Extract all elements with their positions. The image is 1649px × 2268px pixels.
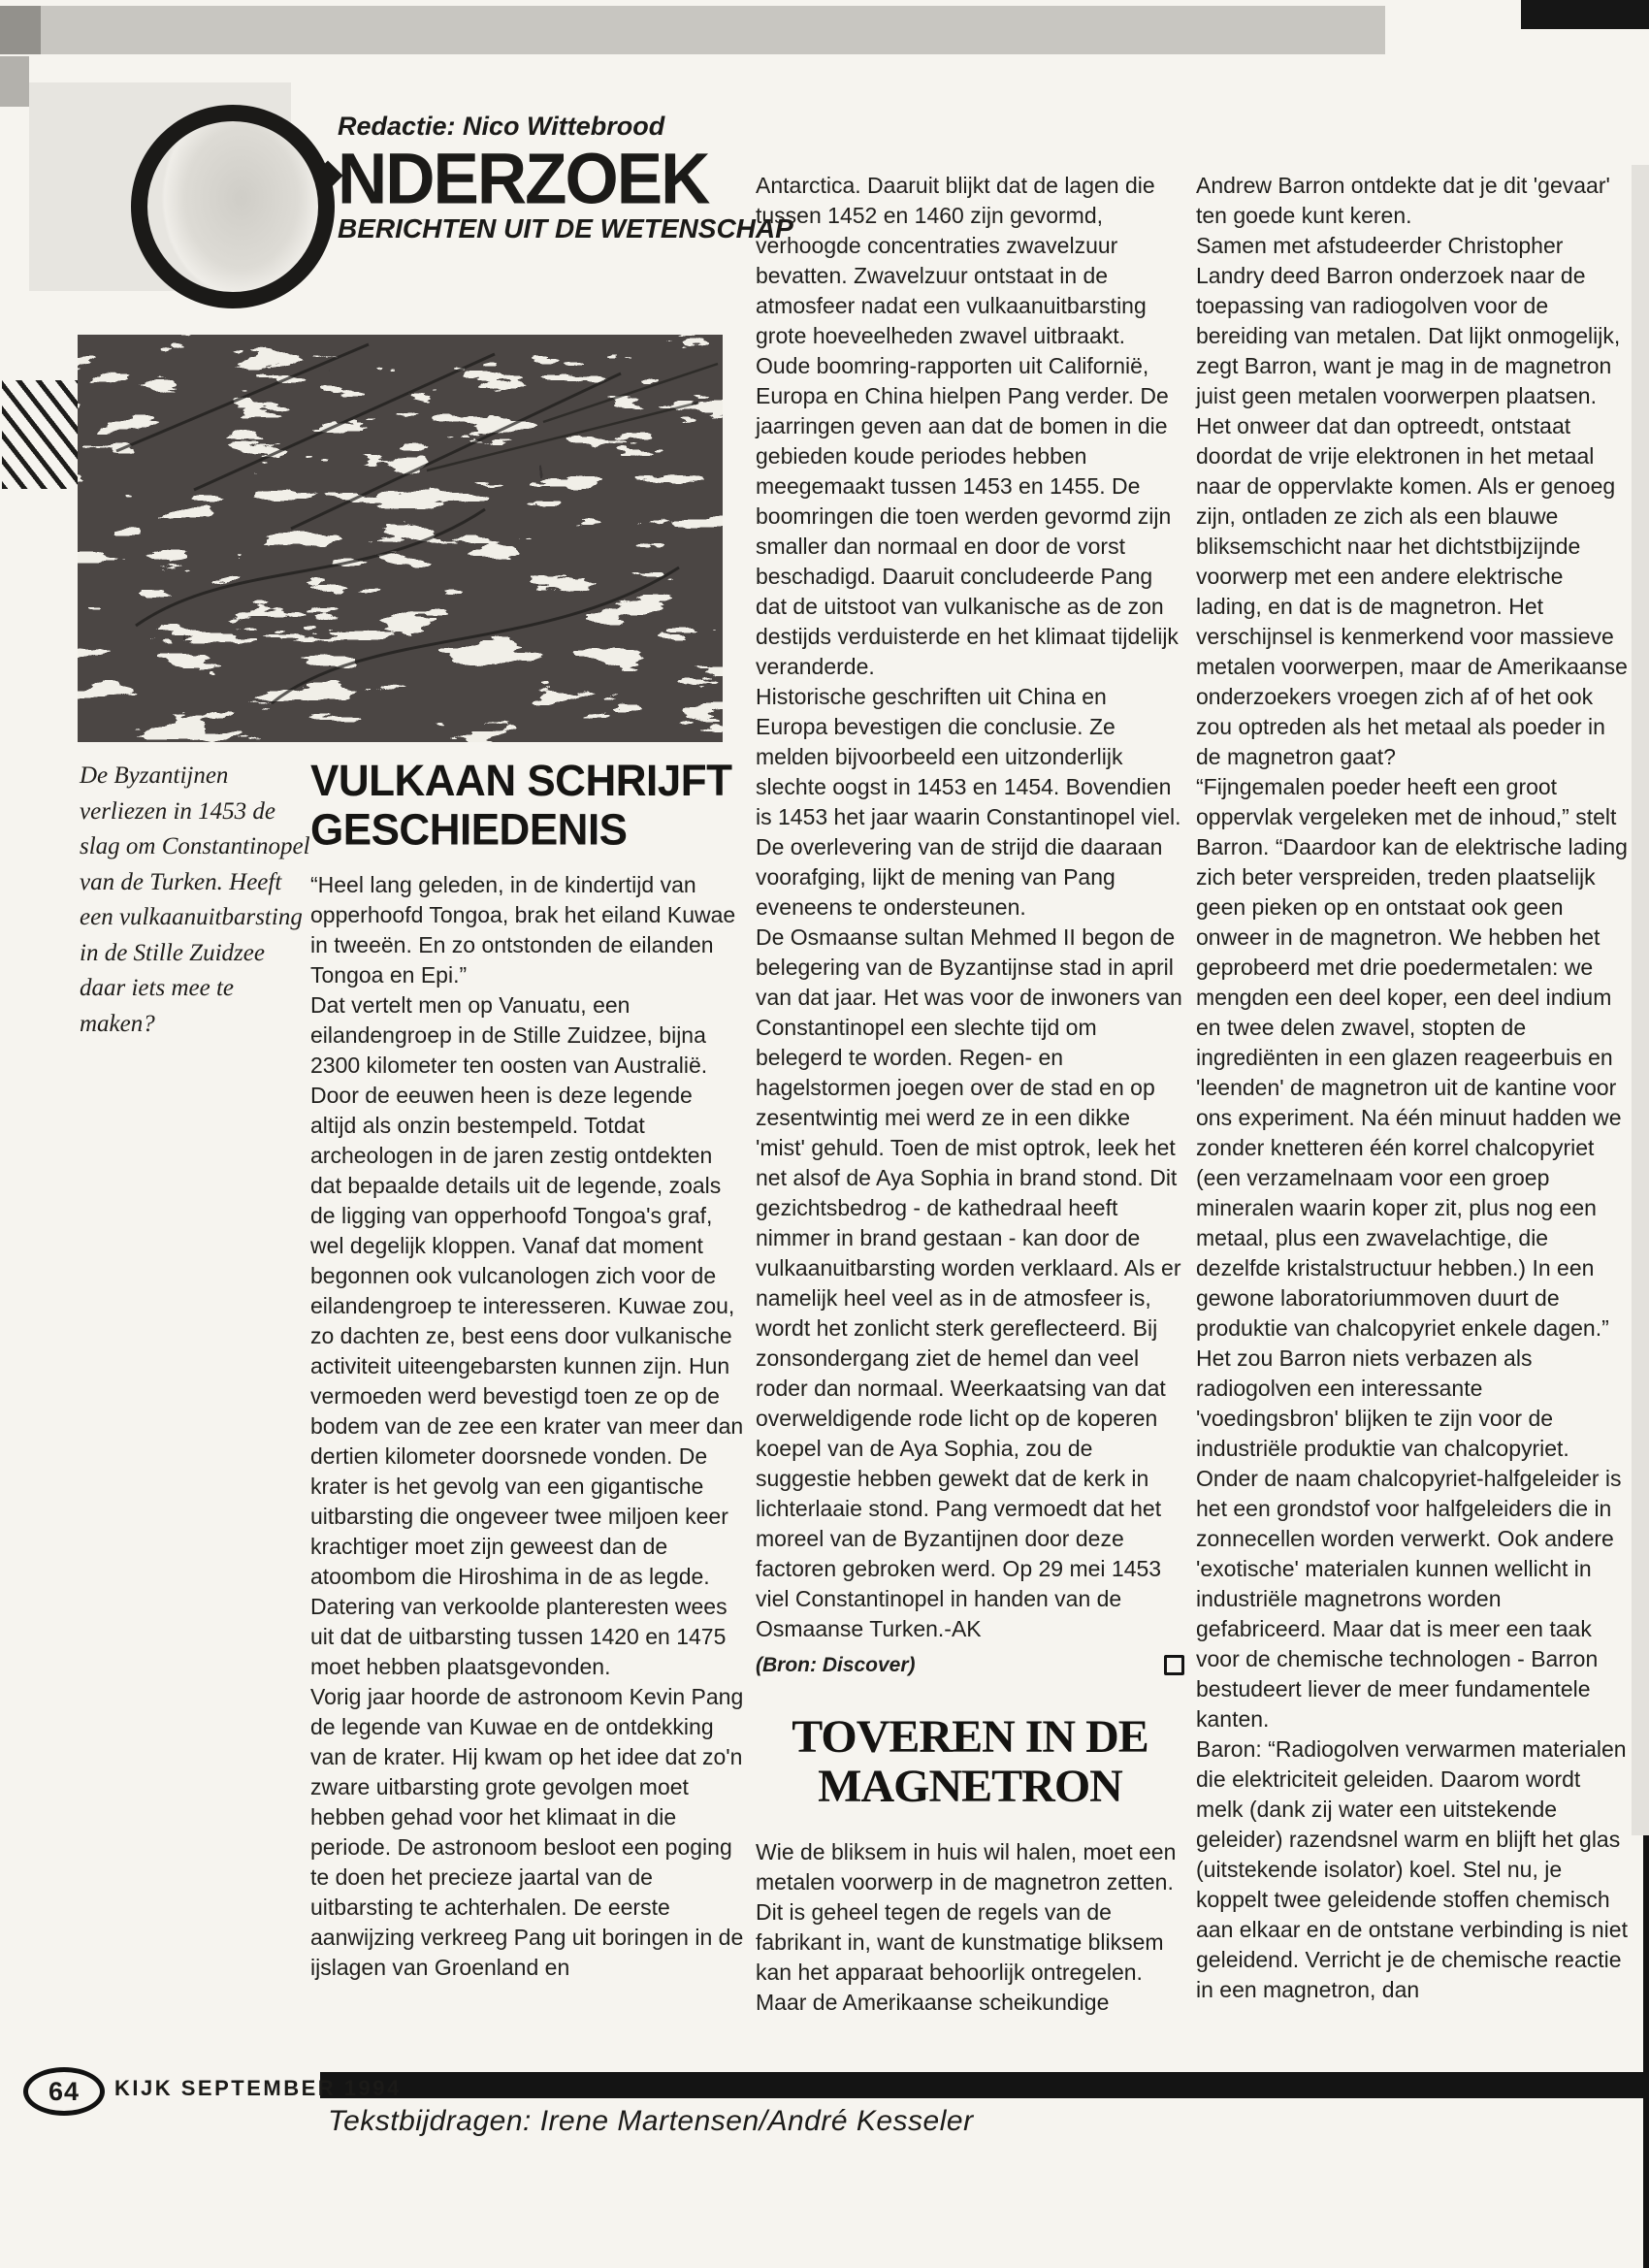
scan-artifact-top-band-cap (0, 6, 41, 54)
magnifier-o-logo-icon (131, 105, 335, 308)
column-3 (1196, 171, 1630, 2005)
article-title-vulkaan: VULKAAN SCHRIJFT GESCHIEDENIS (310, 757, 732, 856)
battle-engraving-illustration (78, 335, 723, 742)
paragraph: “Fijngemalen poeder heeft een groot oppervlak vergeleken met de inhoud,” stelt Barron. “Daardoor kan de elektrische lading zich beter verspreiden, treden plaatselijk geen pieken op en ontstaat ook geen onweer in de magnetron. We hebben het geprobeerd met drie poedermetalen: we mengden een deel koper, een deel indium en twee delen zwavel, stopten de ingrediënten in een glazen reageerbuis en 'leenden' de magnetron uit de kantine voor ons experiment. Na één minuut hadden we zonder knetteren één korrel chalcopyriet (een verzamelnaam voor een groep mineralen waarin koper zit, plus nog een metaal, plus een zwavelachtige, die dezelfde kristalstructuur hebben.) In een gewone laboratoriummoven duurt de produktie van chalcopyriet enkele dagen.” (1196, 774, 1628, 1341)
source-row (756, 1650, 1184, 1680)
page-number-badge: 64 (23, 2067, 105, 2116)
article-toveren-intro (756, 1837, 1184, 2018)
article-title-toveren-line1: TOVEREN IN DE (792, 1711, 1148, 1763)
editor-credit: Redactie: Nico Wittebrood (338, 112, 665, 141)
column-2 (756, 171, 1184, 2018)
footer-rule-bar (320, 2072, 1649, 2098)
paragraph: Samen met afstudeerder Christopher Landry deed Barron onderzoek naar de toepassing van radiogolven voor de bereiding van metalen. Dat lijkt onmogelijk, zegt Barron, want je mag in de magnetron juist geen metalen voorwerpen plaatsen. Het onweer dat dan optreedt, ontstaat doordat de vrije elektronen in het metaal naar de oppervlakte komen. Als er genoeg zijn, ontladen ze zich als een blauwe bliksemschicht naar het dichtstbijzijnde voorwerp met een andere elektrische lading, en dat is de magnetron. Het verschijnsel is kenmerkend voor massieve metalen voorwerpen, maar de Amerikaanse onderzoekers vroegen zich af of het ook zou optreden als het metaal als poeder in de magnetron gaat? (1196, 233, 1628, 769)
paragraph: Het zou Barron niets verbazen als radiogolven een interessante 'voedingsbron' blijken te zijn voor de industriële produktie van chalcopyriet. Onder de naam chalcopyriet-halfgeleider is het een grondstof voor halfgeleiders die in zonnecellen worden verwerkt. Ook andere 'exotische' materialen kunnen wellicht in industriële magnetrons worden gefabriceerd. Maar dat is meer een taak voor de chemische technologen - Barron bestudeert liever de meer fundamentele kanten. (1196, 1345, 1622, 1732)
section-subtitle: BERICHTEN UIT DE WETENSCHAP (338, 212, 793, 243)
end-of-article-icon (1164, 1655, 1184, 1675)
section-title: NDERZOEK (338, 139, 709, 219)
column-1 (310, 757, 744, 1983)
source-note: (Bron: Discover) (756, 1654, 916, 1676)
article-title-toveren-line2: MAGNETRON (818, 1760, 1122, 1812)
paragraph: Andrew Barron ontdekte dat je dit 'gevaar' ten goede kunt keren. (1196, 173, 1610, 228)
article-title-toveren (756, 1713, 1184, 1812)
paragraph: Oude boomring-rapporten uit Californië, Europa en China hielpen Pang verder. De jaarringen geven aan dat de bomen in die gebieden koude periodes hebben meegemaakt tussen 1453 en 1455. De boomringen die toen werden gevormd zijn smaller dan normaal en door de vorst beschadigd. Daaruit concludeerde Pang dat de uitstoot van vulkanische as de zon destijds verduisterde en het klimaat tijdelijk veranderde. (756, 353, 1179, 679)
scan-artifact-right-line (1643, 1835, 1649, 2268)
paragraph: De Osmaanse sultan Mehmed II begon de belegering van de Byzantijnse stad in april van dat jaar. Het was voor de inwoners van Constantinopel een slechte tijd om belegerd te worden. Regen- en hagelstormen joegen over de stad en op zesentwintig mei werd ze in een dikke 'mist' gehuld. Toen de mist optrok, leek het net alsof de Aya Sophia in brand stond. Dit gezichtsbedrog - de kathedraal heeft nimmer in brand gestaan - kan door de vulkaanuitbarsting worden verklaard. Als er namelijk heel veel as in de atmosfeer is, wordt het zonlicht sterk gereflecteerd. Bij zonsondergang ziet de hemel dan veel roder dan normaal. Weerkaatsing van dat overweldigende rode licht op de koperen koepel van de Aya Sophia, zou de suggestie hebben gewekt dat de kerk in lichterlaaie stond. Pang vermoedt dat het moreel van de Byzantijnen door deze factoren gebroken werd. Op 29 mei 1453 viel Constantinopel in handen van de Osmaanse Turken.-AK (756, 924, 1182, 1641)
issue-label: KIJK SEPTEMBER 1994 (114, 2076, 402, 2100)
image-caption: De Byzantijnen verliezen in 1453 de slag om Constantinopel van de Turken. Heeft een vulkaanuitbarsting in de Stille Zuidzee daar iets mee te maken? (80, 762, 310, 1037)
article-body-column-2 (756, 171, 1184, 1644)
engraving-texture (78, 335, 723, 742)
paragraph: Vorig jaar hoorde de astronoom Kevin Pang de legende van Kuwae en de ontdekking van de krater. Hij kwam op het idee dat zo'n zware uitbarsting grote gevolgen moet hebben gehad voor het klimaat in die periode. De astronoom besloot een poging te doen het precieze jaartal van de uitbarsting te achterhalen. De eerste aanwijzing verkreeg Pang uit boringen in de ijslagen van Groenland en (310, 1683, 744, 1980)
text-credits: Tekstbijdragen: Irene Martensen/André Kesseler (328, 2105, 974, 2137)
article-body-column-3 (1196, 171, 1630, 2005)
paragraph: Antarctica. Daaruit blijkt dat de lagen die tussen 1452 en 1460 zijn gevormd, verhoogde concentraties zwavelzuur bevatten. Zwavelzuur ontstaat in de atmosfeer nadat een vulkaanuitbarsting grote hoeveelheden zwavel uitbraakt. (756, 173, 1155, 348)
article-body-column-1 (310, 870, 744, 1983)
scan-artifact-top-right (1521, 0, 1649, 29)
paragraph: Dat vertelt men op Vanuatu, een eilandengroep in de Stille Zuidzee, bijna 2300 kilometer ten oosten van Australië. Door de eeuwen heen is deze legende altijd als onzin bestempeld. Totdat archeologen in de jaren zestig ontdekten dat bepaalde details uit de legende, zoals de ligging van opperhoofd Tongoa's graf, wel degelijk kloppen. Vanaf dat moment begonnen ook vulcanologen zich voor de eilandengroep te interesseren. Kuwae zou, zo dachten ze, best eens door vulkanische activiteit uiteengebarsten kunnen zijn. Hun vermoeden werd bevestigd toen ze op de bodem van de zee een krater van meer dan dertien kilometer doorsnede vonden. De krater is het gevolg van een gigantische uitbarsting die ongeveer twee miljoen keer krachtiger moet zijn geweest dan de atoombom die Hiroshima in de as legde. Datering van verkoolde planteresten wees uit dat de uitbarsting tussen 1420 en 1475 moet hebben plaatsgevonden. (310, 991, 744, 1679)
scan-artifact-left-square (0, 56, 29, 107)
paragraph: Baron: “Radiogolven verwarmen materialen die elektriciteit geleiden. Daarom wordt melk (dank zij water een uitstekende geleider) razendsnel warm en blijft het glas (uitstekende isolator) koel. Stel nu, je koppelt twee geleidende stoffen chemisch aan elkaar en de ontstane verbinding is niet geleidend. Verricht je de chemische reactie in een magnetron, dan (1196, 1736, 1628, 2002)
paragraph: Wie de bliksem in huis wil halen, moet een metalen voorwerp in de magnetron zetten. Dit is geheel tegen de regels van de fabrikant in, want de kunstmatige bliksem kan het apparaat behoorlijk ontregelen. Maar de Amerikaanse scheikundige (756, 1838, 1177, 2015)
scan-artifact-right-strip (1632, 165, 1649, 1835)
paragraph: Historische geschriften uit China en Europa bevestigen die conclusie. Ze melden bijvoorbeeld een uitzonderlijk slechte oogst in 1453 en 1454. Bovendien is 1453 het jaar waarin Constantinopel viel. De overlevering van de strijd die daaraan voorafging, lijkt de mening van Pang eveneens te ondersteunen. (756, 684, 1181, 920)
scan-artifact-top-band (0, 6, 1385, 54)
paragraph: “Heel lang geleden, in de kindertijd van opperhoofd Tongoa, brak het eiland Kuwae in tweeën. En zo ontstonden de eilanden Tongoa en Epi.” (310, 871, 736, 988)
